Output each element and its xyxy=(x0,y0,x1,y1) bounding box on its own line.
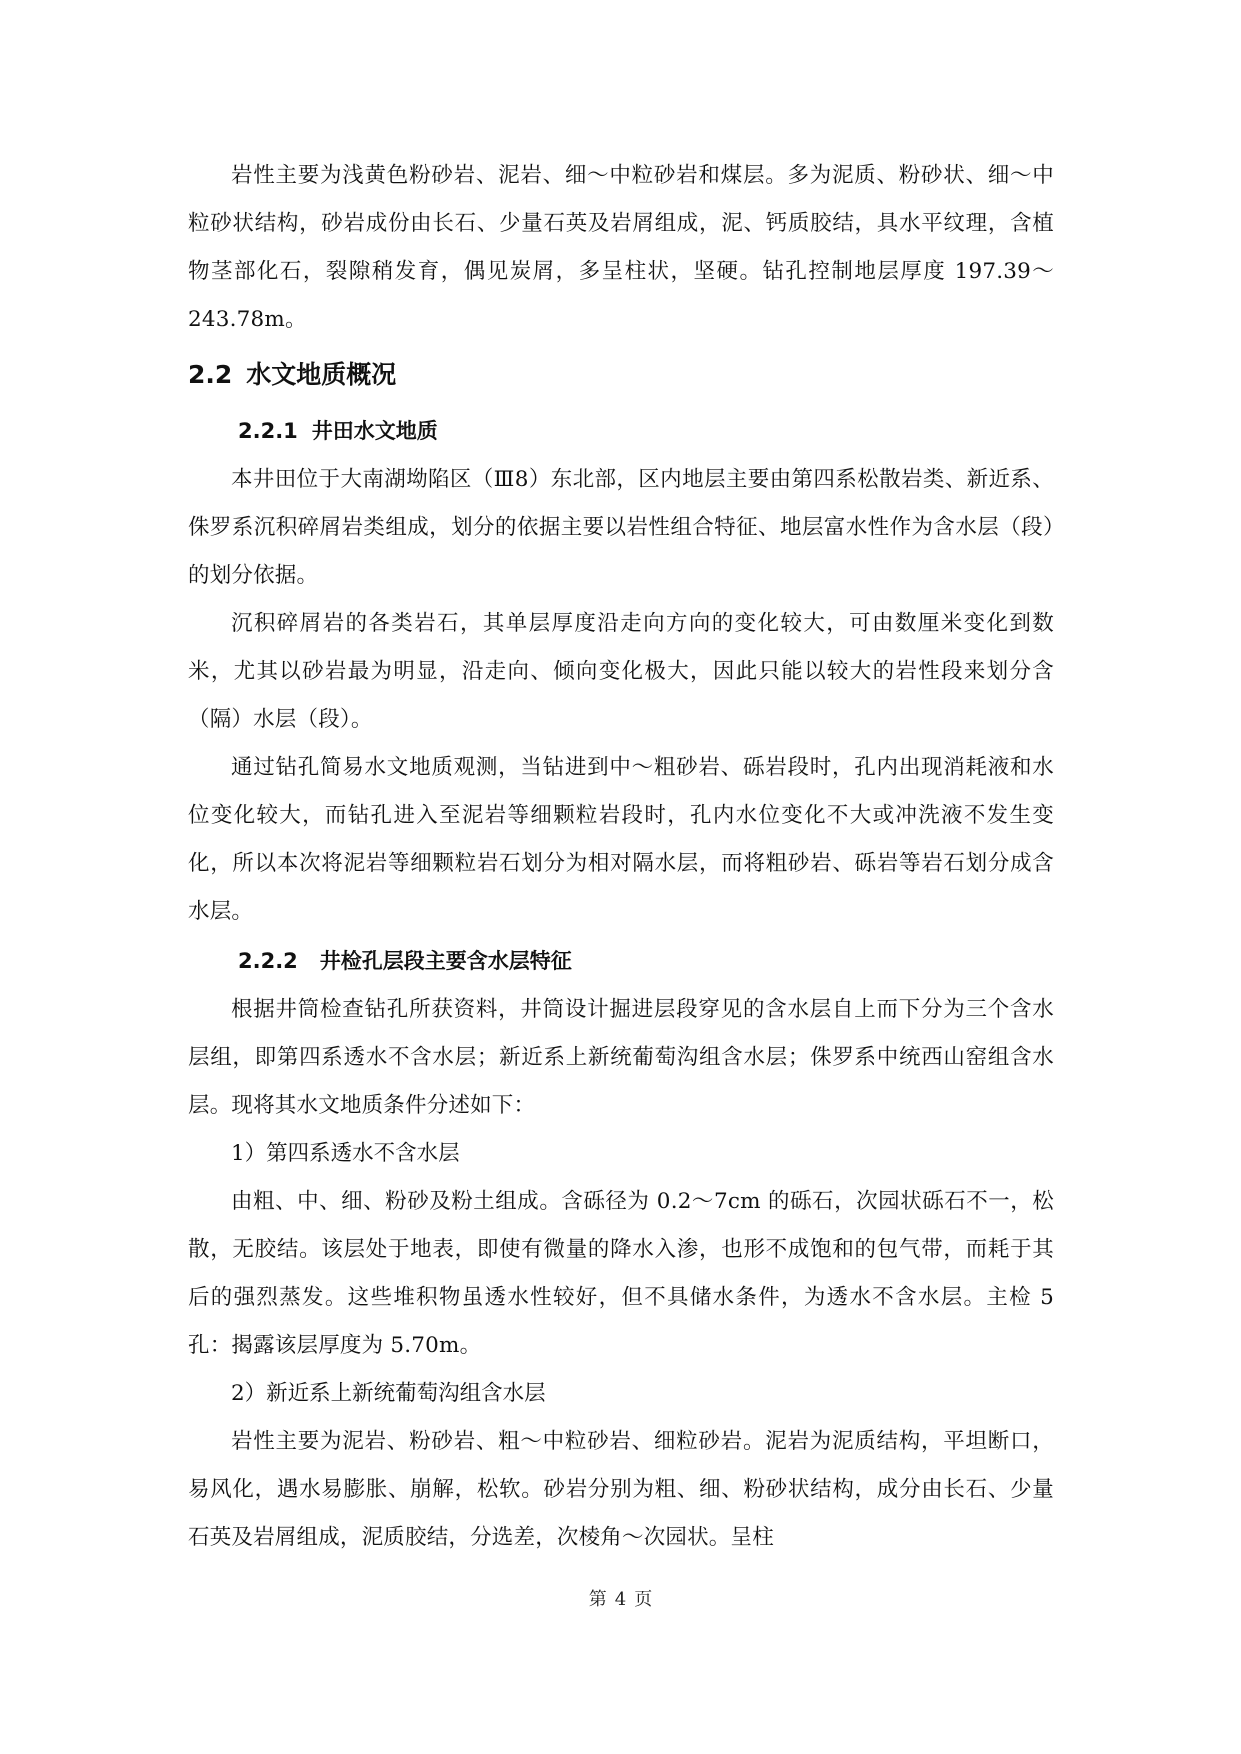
section-title: 水文地质概况 xyxy=(246,360,397,389)
paragraph: 岩性主要为泥岩、粉砂岩、粗～中粒砂岩、细粒砂岩。泥岩为泥质结构，平坦断口，易风化，遇水易膨胀、崩解，松软。砂岩分别为粗、细、粉砂状结构，成分由长石、少量石英及岩屑组成，泥质胶结，分选差，次棱角～次园状。呈柱 xyxy=(188,1429,1054,1550)
paragraph: 通过钻孔简易水文地质观测，当钻进到中～粗砂岩、砾岩段时，孔内出现消耗液和水位变化较大，而钻孔进入至泥岩等细颗粒岩段时，孔内水位变化不大或冲洗液不发生变化，所以本次将泥岩等细颗粒岩石划分为相对隔水层，而将粗砂岩、砾岩等岩石划分成含水层。 xyxy=(188,755,1054,924)
paragraph-intro: 岩性主要为浅黄色粉砂岩、泥岩、细～中粒砂岩和煤层。多为泥质、粉砂状、细～中粒砂状结构，砂岩成份由长石、少量石英及岩屑组成，泥、钙质胶结，具水平纹理，含植物茎部化石，裂隙稍发育，偶见炭屑，多呈柱状，坚硬。钻孔控制地层厚度 197.39～243.78m。 xyxy=(188,163,1054,332)
list-item-heading: 2）新近系上新统葡萄沟组含水层 xyxy=(231,1381,546,1406)
subsection-heading-2-2-2 xyxy=(188,936,1054,986)
footer-suffix: 页 xyxy=(634,1589,653,1610)
page-footer xyxy=(0,1585,1241,1611)
page-content xyxy=(188,152,1054,1562)
section-heading-2-2 xyxy=(188,344,1054,406)
paragraph: 沉积碎屑岩的各类岩石，其单层厚度沿走向方向的变化较大，可由数厘米变化到数米，尤其以砂岩最为明显，沿走向、倾向变化极大，因此只能以较大的岩性段来划分含（隔）水层（段）。 xyxy=(188,611,1054,732)
paragraph: 本井田位于大南湖坳陷区（Ⅲ8）东北部，区内地层主要由第四系松散岩类、新近系、侏罗系沉积碎屑岩类组成，划分的依据主要以岩性组合特征、地层富水性作为含水层（段）的划分依据。 xyxy=(188,467,1054,588)
subsection-number: 2.2.2 xyxy=(238,949,298,973)
footer-prefix: 第 xyxy=(588,1589,607,1610)
page-number: 4 xyxy=(614,1589,627,1610)
subsection-title: 井田水文地质 xyxy=(311,419,438,443)
paragraph: 根据井筒检查钻孔所获资料，井筒设计掘进层段穿见的含水层自上而下分为三个含水层组，即第四系透水不含水层；新近系上新统葡萄沟组含水层；侏罗系中统西山窑组含水层。现将其水文地质条件分述如下： xyxy=(188,997,1054,1118)
subsection-title: 井检孔层段主要含水层特征 xyxy=(319,949,572,973)
subsection-number: 2.2.1 xyxy=(238,419,298,443)
list-item-heading: 1）第四系透水不含水层 xyxy=(231,1141,460,1166)
subsection-heading-2-2-1 xyxy=(188,406,1054,456)
paragraph: 由粗、中、细、粉砂及粉土组成。含砾径为 0.2～7cm 的砾石，次园状砾石不一，松散，无胶结。该层处于地表，即使有微量的降水入渗，也形不成饱和的包气带，而耗于其后的强烈蒸发。这些堆积物虽透水性较好，但不具储水条件，为透水不含水层。主检 5 孔：揭露该层厚度为 5.70m。 xyxy=(188,1189,1054,1358)
section-number: 2.2 xyxy=(188,360,233,389)
